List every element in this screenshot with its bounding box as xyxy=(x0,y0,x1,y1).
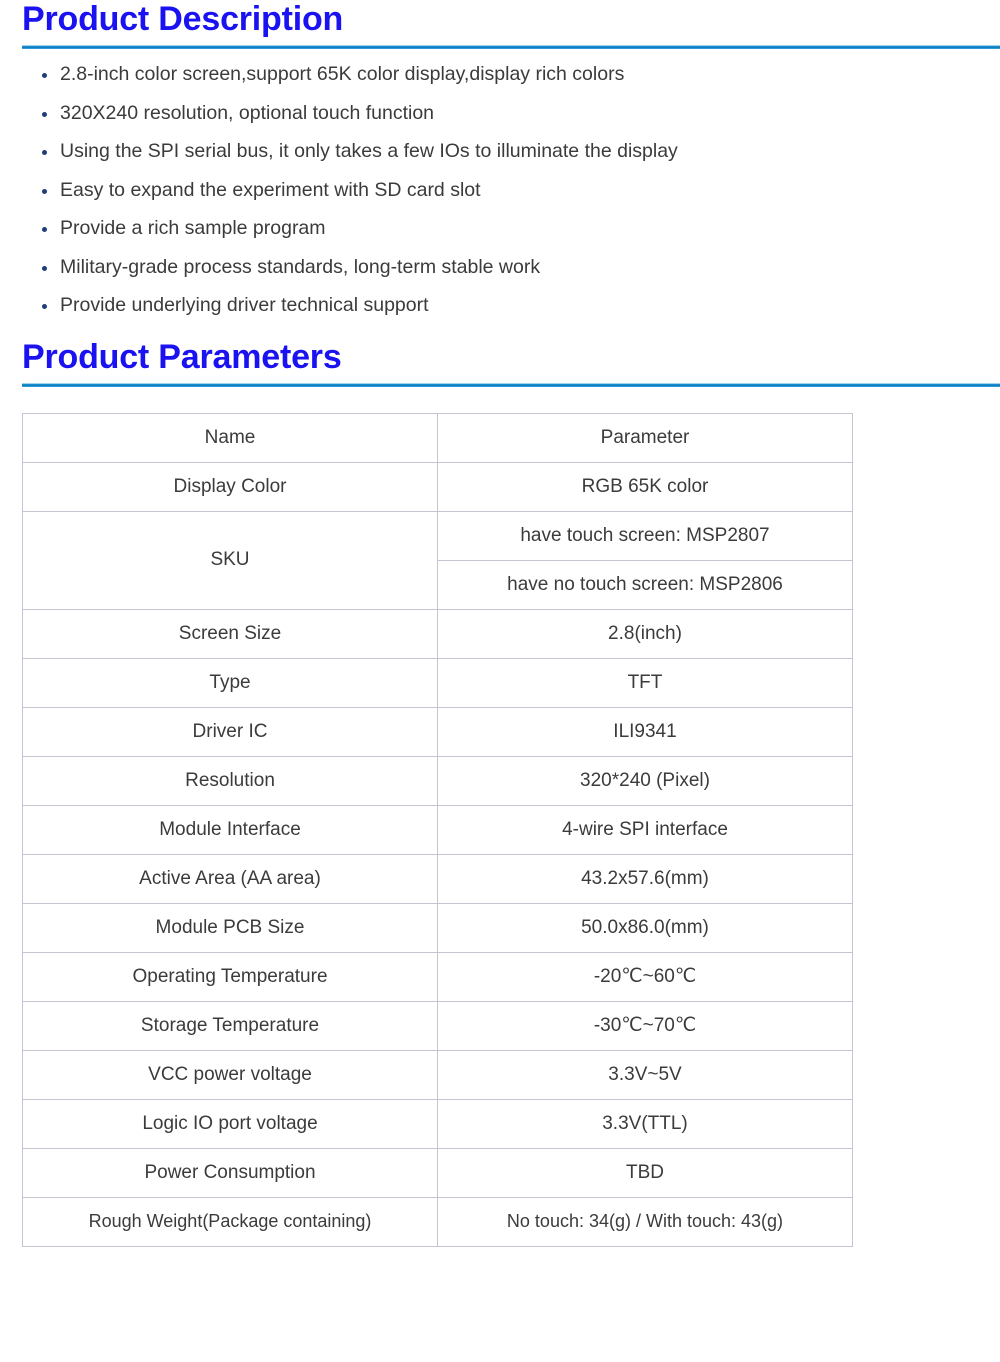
table-cell-value: have no touch screen: MSP2806 xyxy=(438,560,853,609)
list-item xyxy=(0,178,1000,201)
table-cell-name: SKU xyxy=(23,511,438,609)
table-cell-name: Operating Temperature xyxy=(23,952,438,1001)
table-cell-name: Screen Size xyxy=(23,609,438,658)
table-row xyxy=(23,1001,853,1050)
table-column-header: Parameter xyxy=(438,413,853,462)
product-parameters-heading: Product Parameters xyxy=(22,337,342,376)
table-cell-value: 3.3V~5V xyxy=(438,1050,853,1099)
table-cell-name: Logic IO port voltage xyxy=(23,1099,438,1148)
table-cell-name: Storage Temperature xyxy=(23,1001,438,1050)
table-cell-value: RGB 65K color xyxy=(438,462,853,511)
table-cell-value: -30℃~70℃ xyxy=(438,1001,853,1050)
list-item xyxy=(0,255,1000,278)
table-cell-name: Module Interface xyxy=(23,805,438,854)
product-description-heading: Product Description xyxy=(22,0,344,38)
list-item xyxy=(0,296,1000,316)
table-cell-name: Driver IC xyxy=(23,707,438,756)
table-cell-value: 320*240 (Pixel) xyxy=(438,756,853,805)
bullet-dot-icon xyxy=(42,150,47,155)
parameters-table-wrapper xyxy=(0,387,1000,1247)
list-item-label: Military-grade process standards, long-term stable work xyxy=(60,255,541,278)
table-row xyxy=(23,707,853,756)
table-row xyxy=(23,1197,853,1246)
table-cell-value: No touch: 34(g) / With touch: 43(g) xyxy=(438,1197,853,1246)
list-item xyxy=(0,142,1000,162)
list-item-label: Provide a rich sample program xyxy=(60,217,326,240)
table-cell-value: have touch screen: MSP2807 xyxy=(438,511,853,560)
table-cell-value: TFT xyxy=(438,658,853,707)
table-cell-value: 4-wire SPI interface xyxy=(438,805,853,854)
parameters-table xyxy=(22,413,853,1247)
bullet-dot-icon xyxy=(42,112,47,117)
list-item-label: 320X240 resolution, optional touch function xyxy=(60,101,435,124)
table-row xyxy=(23,1099,853,1148)
table-cell-value: -20℃~60℃ xyxy=(438,952,853,1001)
table-cell-name: Display Color xyxy=(23,462,438,511)
table-cell-value: 50.0x86.0(mm) xyxy=(438,903,853,952)
table-cell-value: 2.8(inch) xyxy=(438,609,853,658)
list-item-label: Easy to expand the experiment with SD card slot xyxy=(60,178,481,201)
list-item-label: Provide underlying driver technical support xyxy=(60,294,429,317)
product-description-section xyxy=(0,0,1000,316)
table-cell-name: Active Area (AA area) xyxy=(23,854,438,903)
product-description-list xyxy=(0,49,1000,316)
table-cell-value: 3.3V(TTL) xyxy=(438,1099,853,1148)
table-cell-name: Rough Weight(Package containing) xyxy=(23,1197,438,1246)
table-cell-value: ILI9341 xyxy=(438,707,853,756)
table-cell-name: VCC power voltage xyxy=(23,1050,438,1099)
list-item-label: 2.8-inch color screen,support 65K color display,display rich colors xyxy=(60,63,625,86)
table-row xyxy=(23,854,853,903)
table-column-header: Name xyxy=(23,413,438,462)
table-cell-name: Module PCB Size xyxy=(23,903,438,952)
table-row xyxy=(23,903,853,952)
table-cell-name: Resolution xyxy=(23,756,438,805)
table-cell-name: Type xyxy=(23,658,438,707)
table-row xyxy=(23,805,853,854)
table-row xyxy=(23,1148,853,1197)
table-row xyxy=(23,511,853,560)
bullet-dot-icon xyxy=(42,189,47,194)
bullet-dot-icon xyxy=(42,266,47,271)
table-cell-value: 43.2x57.6(mm) xyxy=(438,854,853,903)
product-parameters-section xyxy=(0,338,1000,1247)
list-item xyxy=(0,65,1000,85)
table-row xyxy=(23,1050,853,1099)
list-item xyxy=(0,219,1000,239)
table-cell-name: Power Consumption xyxy=(23,1148,438,1197)
table-row xyxy=(23,609,853,658)
table-row xyxy=(23,658,853,707)
table-row xyxy=(23,756,853,805)
bullet-dot-icon xyxy=(42,227,47,232)
bullet-dot-icon xyxy=(42,304,47,309)
table-row xyxy=(23,462,853,511)
table-header-row xyxy=(23,413,853,462)
bullet-dot-icon xyxy=(42,73,47,78)
table-row xyxy=(23,952,853,1001)
list-item-label: Using the SPI serial bus, it only takes a few IOs to illuminate the display xyxy=(60,140,678,163)
list-item xyxy=(0,101,1000,124)
table-cell-value: TBD xyxy=(438,1148,853,1197)
